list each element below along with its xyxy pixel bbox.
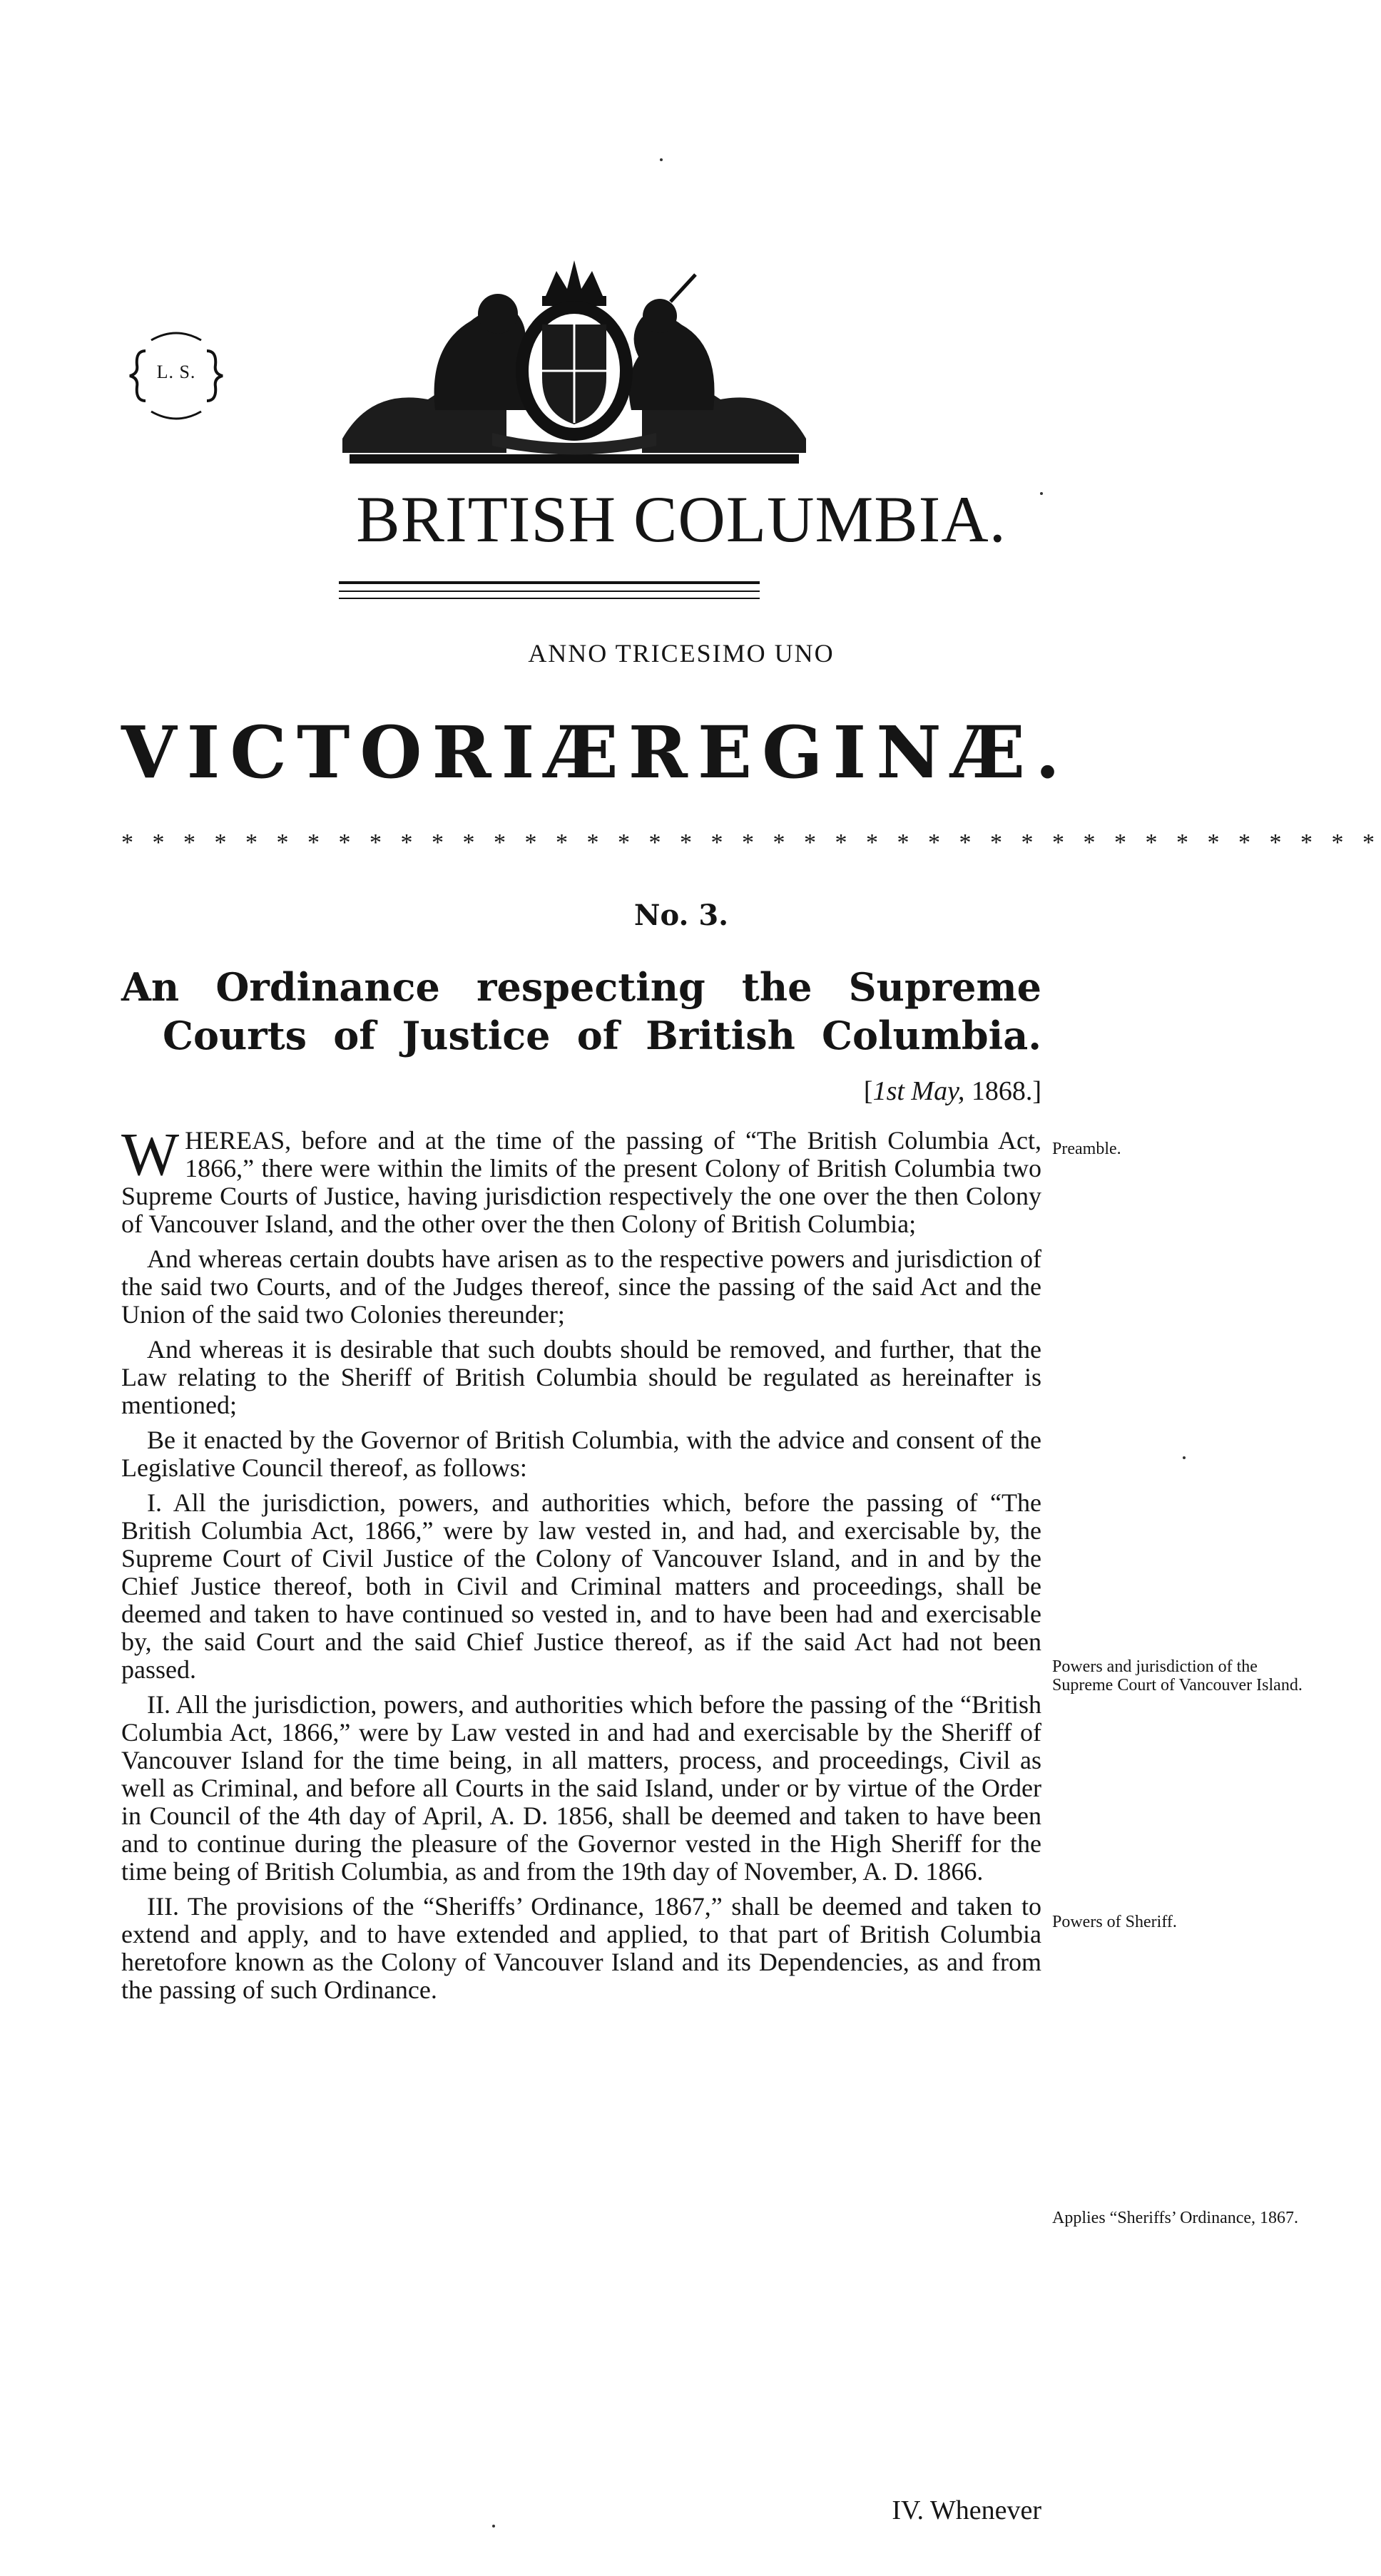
whereas-desirable-paragraph: And whereas it is desirable that such doubts should be removed, and further, that the Law relating to the Sheriff of British Columbia should be regulated as hereinafter is mentioned;	[121, 1335, 1041, 1419]
date-bracket: [	[863, 1076, 873, 1106]
section-1: I. All the jurisdiction, powers, and authorities which, before the passing of “The British Columbia Act, 1866,” were by law vested in, and had, and exercisable by, the Supreme Court of Civil Justice of the Colony of Vancouver Island, and in and by the Chief Justice thereof, both in Civil and Criminal matters and proceedings, shall be deemed and taken to have continued so vested in, and to have been had and exercisable by, the said Court and the said Chief Justice thereof, as if the said Act had not been passed.	[121, 1488, 1041, 1684]
ordinance-number: No. 3.	[633, 899, 729, 932]
regnal-heading-right: REGINÆ.	[628, 710, 1070, 794]
ordinance-title	[121, 963, 1041, 1060]
ordinance-title-line1: An Ordinance respecting the Supreme	[121, 964, 1041, 1010]
catchword: IV. Whenever	[892, 2495, 1041, 2525]
whereas-doubts-paragraph: And whereas certain doubts have arisen as to the respective powers and jurisdiction of the said two Courts, and of the Judges thereof, since the passing of the said Act and the Union of the said two Colonies thereunder;	[121, 1244, 1041, 1329]
print-speck	[660, 158, 663, 161]
enacting-clause: Be it enacted by the Governor of British Columbia, with the advice and consent of the Legislative Council thereof, as follows:	[121, 1426, 1041, 1482]
regnal-heading	[121, 710, 1070, 795]
print-speck	[1040, 492, 1043, 495]
regnal-year-line: ANNO TRICESIMO UNO	[528, 639, 835, 668]
ordinance-date	[642, 1075, 1041, 1107]
section-2: II. All the jurisdiction, powers, and authorities which before the passing of the “British Columbia Act, 1866,” were by Law vested in and had and exercisable by the Sheriff of Vancouver Island for the time being, in all matters, process, and proceedings, Civil as well as Criminal, and before all Courts in the said Island, under or by virtue of the Order in Council of the 4th day of April, A. D. 1856, shall be deemed and taken to have been and to continue during the pleasure of the Governor vested in the High Sheriff for the time being of British Columbia, as and from the 19th day of November, A. D. 1866.	[121, 1690, 1041, 1886]
title-rule-thin-lower	[339, 598, 760, 599]
print-speck	[492, 2525, 495, 2528]
seal-text: L. S.	[156, 362, 196, 382]
date-year: 1868.]	[964, 1076, 1041, 1106]
royal-coat-of-arms-icon	[328, 246, 820, 471]
section-3: III. The provisions of the “Sheriffs’ Ordinance, 1867,” shall be deemed and taken to extend and apply, and to have extended and applied, to that part of British Columbia heretofore known as the Colony of Vancouver Island and its Dependencies, as and from the passing of such Ordinance.	[121, 1892, 1041, 2004]
ordinance-title-line2: Courts of Justice of British Columbia.	[163, 1013, 1041, 1058]
title-rule-thick	[339, 581, 760, 584]
margin-note-applies: Applies “Sheriffs’ Ordinance, 1867.	[1052, 2209, 1299, 2227]
print-speck	[1183, 1456, 1186, 1459]
preamble-text: HEREAS, before and at the time of the passing of “The British Columbia Act, 1866,” there were within the limits of the present Colony of British Columbia two Supreme Courts of Justice, having jurisdiction respectively the one over the then Colony of Vancouver Island, and the other over the then Colony of British Columbia;	[121, 1126, 1041, 1238]
regnal-heading-left: VICTORIÆ	[121, 710, 628, 794]
margin-note-preamble: Preamble.	[1052, 1140, 1121, 1158]
margin-note-powers: Powers and jurisdiction of the Supreme Court of Vancouver Island.	[1052, 1657, 1303, 1695]
title-rule-thin	[339, 591, 760, 592]
margin-note-sheriff: Powers of Sheriff.	[1052, 1913, 1177, 1931]
preamble-paragraph	[121, 1120, 1041, 1238]
colony-title: BRITISH COLUMBIA.	[356, 483, 1007, 556]
ordinance-body	[121, 1120, 1041, 2011]
date-day: 1st May,	[872, 1076, 965, 1106]
drop-cap: W	[121, 1120, 180, 1188]
asterisk-divider: * * * * * * * * * * * * * * * * * * * * * * * * * * * * * * * * * * * * * * * * *	[121, 829, 1381, 856]
